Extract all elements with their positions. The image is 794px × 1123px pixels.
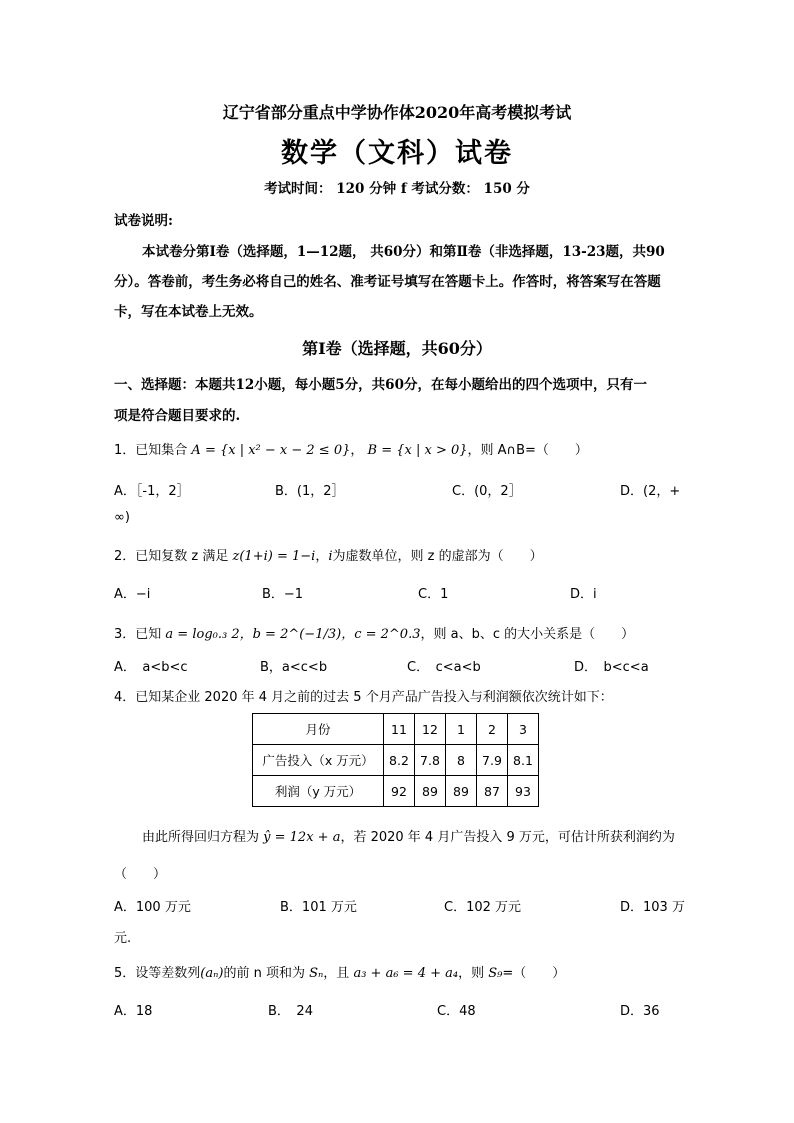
question-2 [114,545,543,564]
q1-option-b: B．(1，2］ [275,484,345,499]
part1-intro-line-2: 项是符合题目要求的. [114,408,241,424]
q5-middle-1: 的前 n 项和为 [223,966,305,981]
table-cell: 8.2 [384,745,415,776]
q3-option-c: C． c<a<b [407,660,481,675]
q1-set-a: A = {x | x² − x − 2 ≤ 0} [191,443,351,458]
table-cell: 93 [508,776,539,807]
instructions-line-2: 分）。答卷前，考生务必将自己的姓名、准考证号填写在答题卡上。作答时，将答案写在答题 [114,274,661,290]
q4-followup-prefix: 由此所得回归方程为 [142,830,260,845]
question-5 [114,962,565,981]
table-cell: 利润（y 万元） [253,776,384,807]
q4-regression-equation: ŷ = 12x + a [263,830,341,845]
q2-i-symbol: i [328,549,333,564]
instructions-line-3: 卡，写在本试卷上无效。 [114,304,263,320]
part1-intro-line-1: 一、选择题：本题共12小题，每小题5分，共60分，在每小题给出的四个选项中，只有一 [114,377,647,393]
q1-option-d-wrap: ∞) [114,510,130,525]
q2-expression: z(1+i) = 1−i [232,549,316,564]
table-cell: 89 [446,776,477,807]
q4-answer-paren: （ ） [114,867,167,882]
table-cell: 87 [477,776,508,807]
table-cell: 89 [415,776,446,807]
q5-option-a: A．18 [114,1004,153,1019]
q2-middle: ， [315,549,329,564]
q5-sn: Sₙ [309,966,324,981]
table-cell: 1 [446,714,477,745]
q2-option-b: B．−1 [262,587,304,602]
exam-meta: 考试时间： 120 分钟 f 考试分数： 150 分 [264,181,530,197]
q5-option-d: D．36 [620,1004,660,1019]
table-cell: 3 [508,714,539,745]
q2-option-d: D．i [570,587,597,602]
question-3 [114,623,634,642]
part1-title: 第Ⅰ卷（选择题，共60分） [302,339,492,358]
q4-option-b: B．101 万元 [280,900,357,915]
q3-suffix: ，则 a、b、c 的大小关系是（ ） [420,627,635,642]
q3-option-d: D． b<c<a [574,660,649,675]
table-cell: 8.1 [508,745,539,776]
q4-followup-suffix: ，若 2020 年 4 月广告投入 9 万元，可估计所获利润约为 [340,830,675,845]
q4-followup [142,826,675,845]
q3-option-a: A． a<b<c [114,660,188,675]
q3-option-b: B，a<c<b [260,660,328,675]
table-cell: 广告投入（x 万元） [253,745,384,776]
q5-sequence: (aₙ) [200,966,224,981]
q1-suffix: ，则 A∩B=（ ） [467,443,588,458]
q1-option-d: D．(2，+ [620,484,681,499]
q1-prefix: 1．已知集合 [114,443,188,458]
q3-prefix: 3．已知 [114,627,162,642]
table-cell: 7.9 [477,745,508,776]
question-1 [114,439,588,458]
instructions-line-1: 本试卷分第Ⅰ卷（选择题，1—12题， 共60分）和第Ⅱ卷（非选择题，13-23题，共90 [142,244,665,260]
q3-expression: a = log₀.₃ 2，b = 2^(−1/3)，c = 2^0.3 [165,627,421,642]
table-row [253,714,539,745]
q5-suffix: =（ ） [502,966,566,981]
org-title: 辽宁省部分重点中学协作体2020年高考模拟考试 [222,103,572,122]
q1-separator: ， [350,443,364,458]
table-cell: 月份 [253,714,384,745]
table-cell: 92 [384,776,415,807]
q2-option-a: A．−i [114,587,151,602]
table-cell: 12 [415,714,446,745]
q2-suffix: 为虚数单位，则 z 的虚部为（ ） [332,549,543,564]
table-cell: 8 [446,745,477,776]
q4-option-d-wrap: 元. [114,931,132,946]
table-cell: 7.8 [415,745,446,776]
q5-s9: S₉ [488,966,503,981]
q4-option-d: D．103 万 [620,900,685,915]
table-row [253,745,539,776]
q1-option-a: A．［-1，2］ [114,484,190,499]
table-cell: 2 [477,714,508,745]
q4-option-a: A．100 万元 [114,900,191,915]
q5-prefix: 5．设等差数列 [114,966,201,981]
table-cell: 11 [384,714,415,745]
q4-option-c: C．102 万元 [444,900,522,915]
exam-title: 数学（文科）试卷 [281,138,513,169]
q5-option-c: C．48 [437,1004,476,1019]
q2-option-c: C．1 [418,587,449,602]
q1-option-c: C．(0，2］ [452,484,522,499]
q5-option-b: B． 24 [268,1004,313,1019]
instructions-heading: 试卷说明: [114,213,173,229]
q5-condition: a₃ + a₆ = 4 + a₄ [353,966,459,981]
q5-middle-2: ，且 [323,966,350,981]
q1-set-b: B = {x | x > 0} [367,443,468,458]
q5-middle-3: ，则 [458,966,485,981]
statistics-table [252,713,539,807]
q2-prefix: 2．已知复数 z 满足 [114,549,229,564]
question-4: 4．已知某企业 2020 年 4 月之前的过去 5 个月产品广告投入与利润额依次统计如下： [114,690,613,705]
table-row [253,776,539,807]
